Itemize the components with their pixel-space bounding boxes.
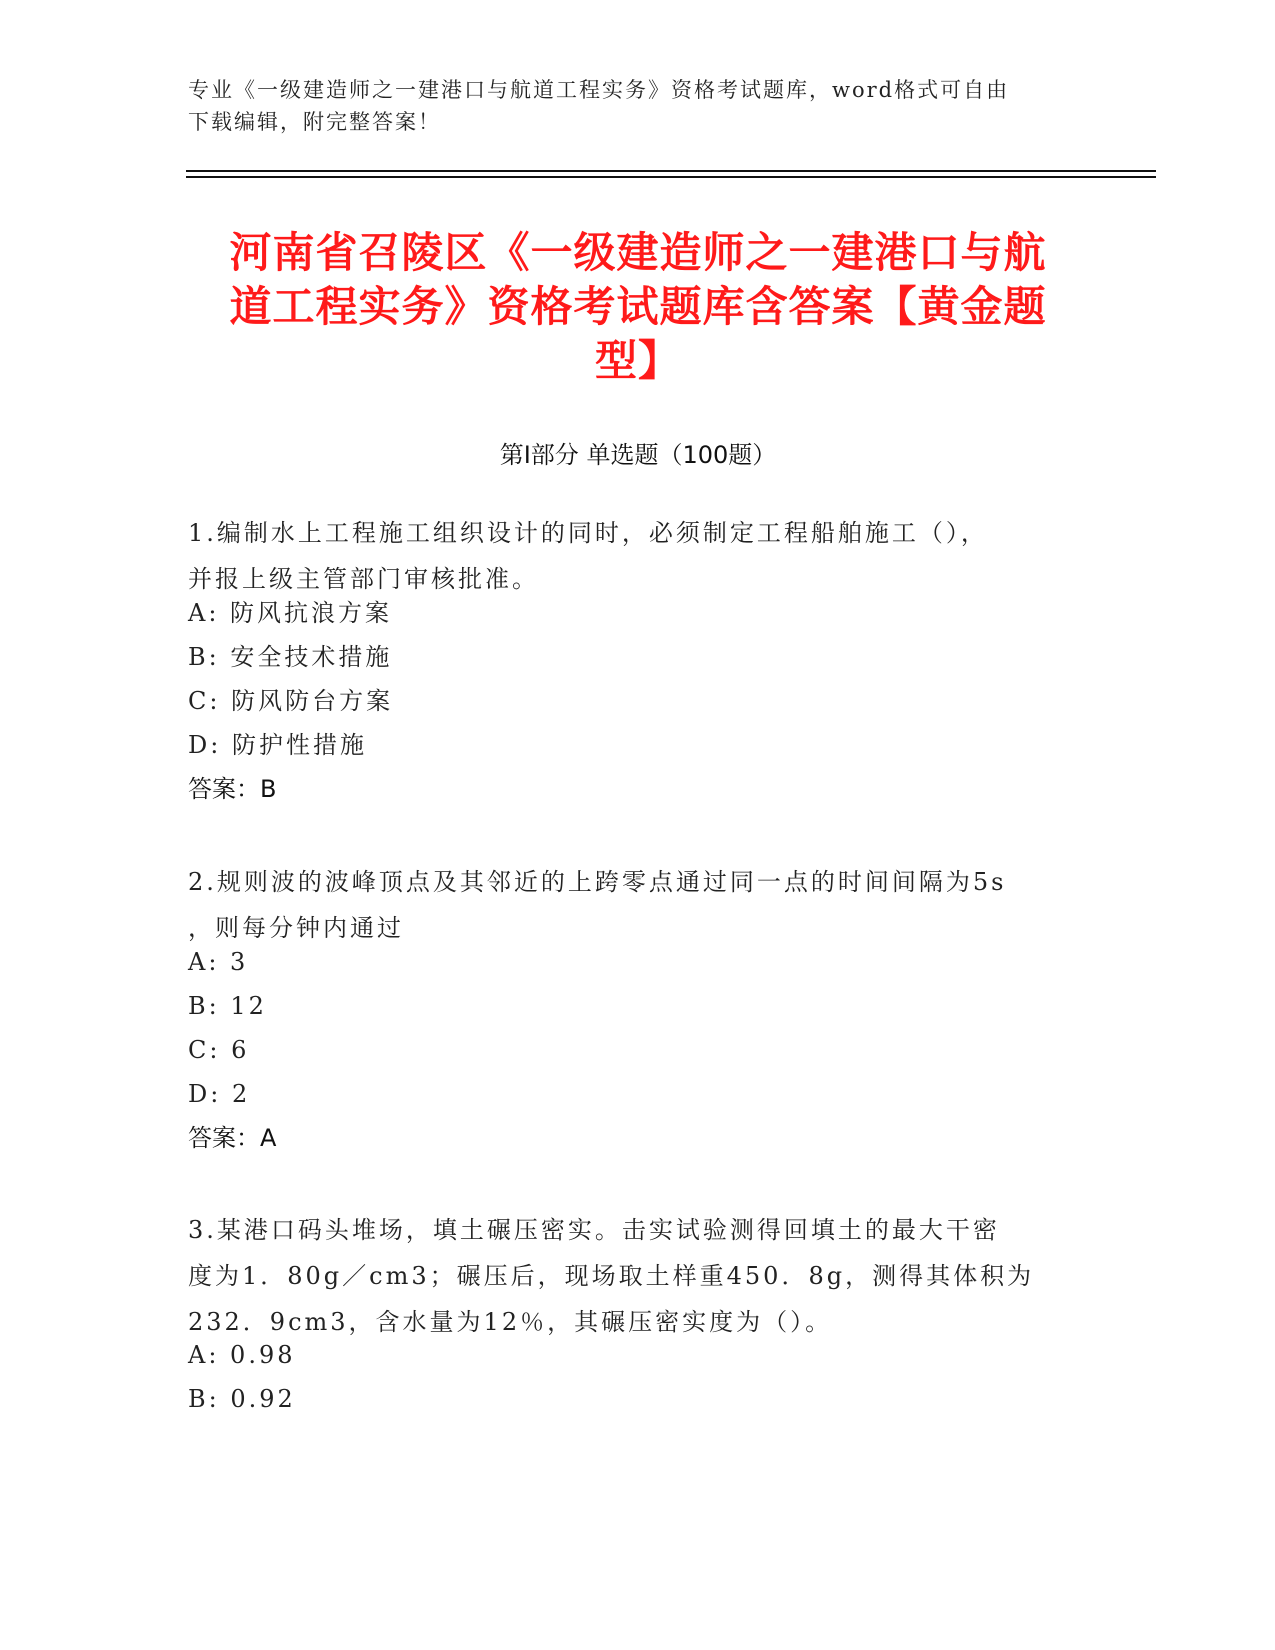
answer: 答案：B <box>188 775 277 803</box>
option-b: B: 安全技术措施 <box>188 643 393 671</box>
document-title <box>186 226 1090 388</box>
option-a: A: 3 <box>188 948 249 976</box>
question-line: 并报上级主管部门审核批准。 <box>188 565 539 593</box>
option-d: D: 防护性措施 <box>188 731 367 759</box>
question-line: 2.规则波的波峰顶点及其邻近的上跨零点通过同一点的时间间隔为5s <box>188 868 1007 896</box>
title-line: 道工程实务》资格考试题库含答案【黄金题 <box>229 282 1047 331</box>
question-line: 232．9cm3，含水量为12％，其碾压密实度为（）。 <box>188 1308 833 1336</box>
question-line: 3.某港口码头堆场，填土碾压密实。击实试验测得回填土的最大干密 <box>188 1216 1000 1244</box>
header-note-line: 下载编辑，附完整答案！ <box>188 110 441 134</box>
option-c: C: 防风防台方案 <box>188 687 394 715</box>
answer: 答案：A <box>188 1124 277 1152</box>
question-text <box>188 859 1088 951</box>
section-title: 第Ⅰ部分 单选题（100题） <box>499 441 777 469</box>
option-d: D: 2 <box>188 1080 251 1108</box>
question-text <box>188 1207 1088 1345</box>
header-divider-top <box>186 170 1156 172</box>
option-b: B: 12 <box>188 992 267 1020</box>
title-line: 河南省召陵区《一级建造师之一建港口与航 <box>229 228 1047 277</box>
header-divider-bottom <box>186 176 1156 178</box>
header-note <box>188 74 1088 138</box>
header-note-line: 专业《一级建造师之一建港口与航道工程实务》资格考试题库，word格式可自由 <box>188 78 1010 102</box>
question-text <box>188 510 1088 602</box>
option-b: B: 0.92 <box>188 1385 296 1413</box>
option-c: C: 6 <box>188 1036 250 1064</box>
option-a: A: 防风抗浪方案 <box>188 599 393 627</box>
question-line: 度为1．80g／cm3；碾压后，现场取土样重450．8g，测得其体积为 <box>188 1262 1035 1290</box>
question-line: 1.编制水上工程施工组织设计的同时，必须制定工程船舶施工（）， <box>188 519 988 547</box>
question-line: ，则每分钟内通过 <box>188 914 404 942</box>
title-line: 型】 <box>594 336 681 385</box>
option-a: A: 0.98 <box>188 1341 296 1369</box>
